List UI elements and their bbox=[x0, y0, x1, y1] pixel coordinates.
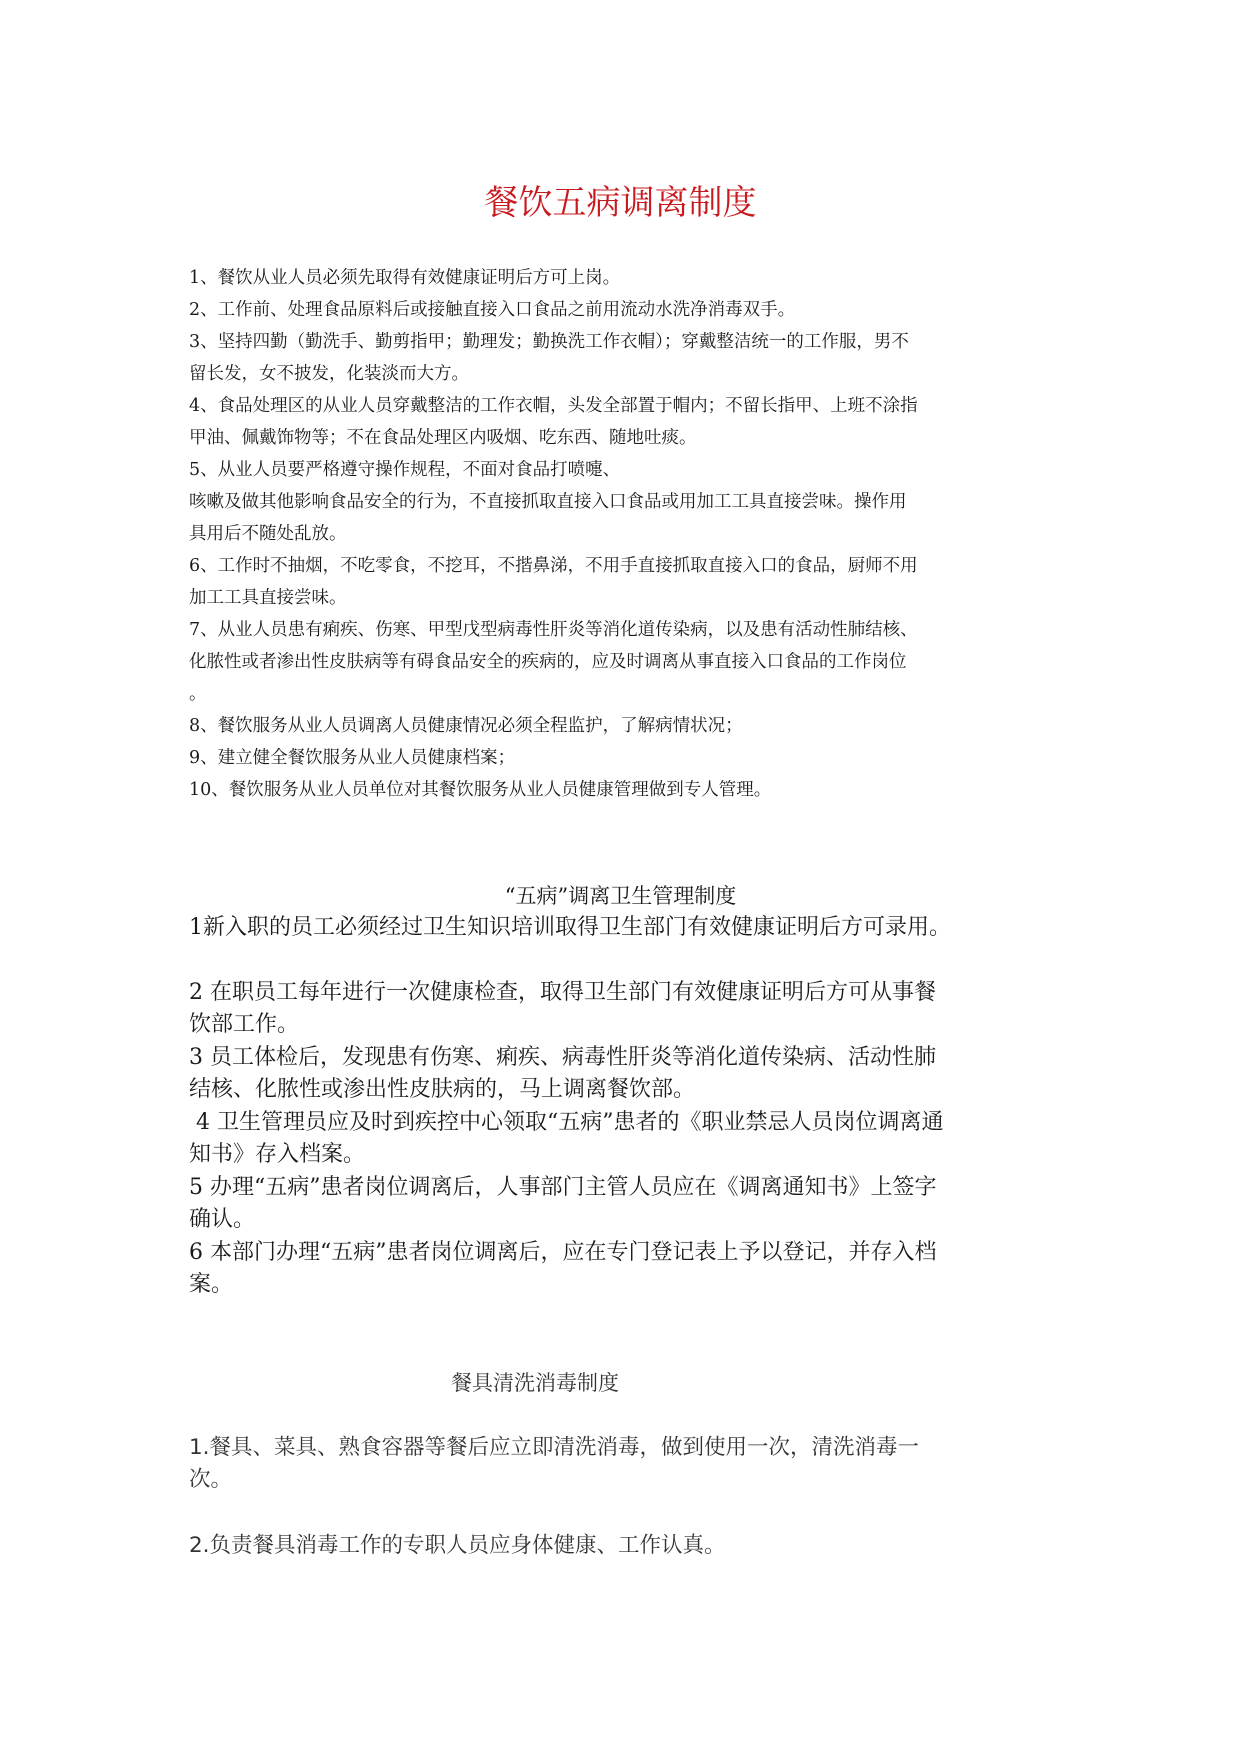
rule-line: 具用后不随处乱放。 bbox=[189, 524, 347, 544]
rule-line: 咳嗽及做其他影响食品安全的行为，不直接抓取直接入口食品或用加工工具直接尝味。操作用 bbox=[189, 492, 907, 512]
rule-line: 知书》存入档案。 bbox=[189, 1142, 366, 1167]
rule-line: 3、坚持四勤（勤洗手、勤剪指甲；勤理发；勤换洗工作衣帽）；穿戴整洁统一的工作服，男不 bbox=[189, 332, 909, 352]
rule-line: 5 办理“五病”患者岗位调离后，人事部门主管人员应在《调离通知书》上签字 bbox=[189, 1174, 937, 1200]
rule-line: 结核、化脓性或渗出性皮肤病的，马上调离餐饮部。 bbox=[189, 1077, 696, 1102]
rule-line: 2 在职员工每年进行一次健康检查，取得卫生部门有效健康证明后方可从事餐 bbox=[189, 979, 936, 1005]
rule-line: 饮部工作。 bbox=[189, 1012, 300, 1037]
document-title: 餐饮五病调离制度 bbox=[484, 183, 757, 223]
rules-section-1 bbox=[189, 262, 1059, 806]
rules-section-3 bbox=[189, 1432, 1069, 1562]
rule-line: 化脓性或者渗出性皮肤病等有碍食品安全的疾病的，应及时调离从事直接入口食品的工作岗位 bbox=[189, 652, 907, 672]
rule-line: 案。 bbox=[189, 1272, 234, 1297]
rule-line: 甲油、佩戴饰物等；不在食品处理区内吸烟、吃东西、随地吐痰。 bbox=[189, 428, 697, 448]
rule-line: 2、工作前、处理食品原料后或接触直接入口食品之前用流动水洗净消毒双手。 bbox=[189, 300, 796, 320]
rule-line: 9、建立健全餐饮服务从业人员健康档案； bbox=[189, 748, 516, 768]
section-2-title: “五病”调离卫生管理制度 bbox=[504, 884, 737, 908]
rule-line: 1、餐饮从业人员必须先取得有效健康证明后方可上岗。 bbox=[189, 268, 621, 288]
rule-line: 加工工具直接尝味。 bbox=[189, 588, 347, 608]
rule-line: 确认。 bbox=[189, 1207, 256, 1232]
section-3-title: 餐具清洗消毒制度 bbox=[451, 1371, 619, 1395]
rule-line: 5、从业人员要严格遵守操作规程，不面对食品打喷嚏、 bbox=[189, 460, 621, 480]
rule-line: 10、餐饮服务从业人员单位对其餐饮服务从业人员健康管理做到专人管理。 bbox=[189, 780, 772, 800]
rule-line: 2.负责餐具消毒工作的专职人员应身体健康、工作认真。 bbox=[189, 1533, 726, 1558]
paragraph-gap bbox=[189, 945, 1069, 977]
rule-line: 次。 bbox=[189, 1467, 233, 1492]
rule-line: 。 bbox=[189, 684, 207, 704]
paragraph-gap bbox=[189, 1496, 1069, 1530]
rule-line: 1新入职的员工必须经过卫生知识培训取得卫生部门有效健康证明后方可录用。 bbox=[189, 915, 951, 940]
rule-line: 4、食品处理区的从业人员穿戴整洁的工作衣帽，头发全部置于帽内；不留长指甲、上班不涂指 bbox=[189, 396, 918, 416]
rule-line: 6 本部门办理“五病”患者岗位调离后，应在专门登记表上予以登记，并存入档 bbox=[189, 1239, 937, 1265]
rule-line: 7、从业人员患有痢疾、伤寒、甲型戊型病毒性肝炎等消化道传染病，以及患有活动性肺结核、 bbox=[189, 620, 918, 640]
rule-line: 留长发，女不披发，化装淡而大方。 bbox=[189, 364, 469, 384]
rule-line: 1.餐具、菜具、熟食容器等餐后应立即清洗消毒，做到使用一次，清洗消毒一 bbox=[189, 1435, 920, 1460]
rule-line: 8、餐饮服务从业人员调离人员健康情况必须全程监护，了解病情状况； bbox=[189, 716, 743, 736]
rule-line: 4 卫生管理员应及时到疾控中心领取“五病”患者的《职业禁忌人员岗位调离通 bbox=[189, 1109, 944, 1135]
rules-section-2 bbox=[189, 912, 1069, 1302]
rule-line: 6、工作时不抽烟，不吃零食，不挖耳，不揩鼻涕，不用手直接抓取直接入口的食品，厨师不用 bbox=[189, 556, 918, 576]
rule-line: 3 员工体检后，发现患有伤寒、痢疾、病毒性肝炎等消化道传染病、活动性肺 bbox=[189, 1044, 936, 1070]
